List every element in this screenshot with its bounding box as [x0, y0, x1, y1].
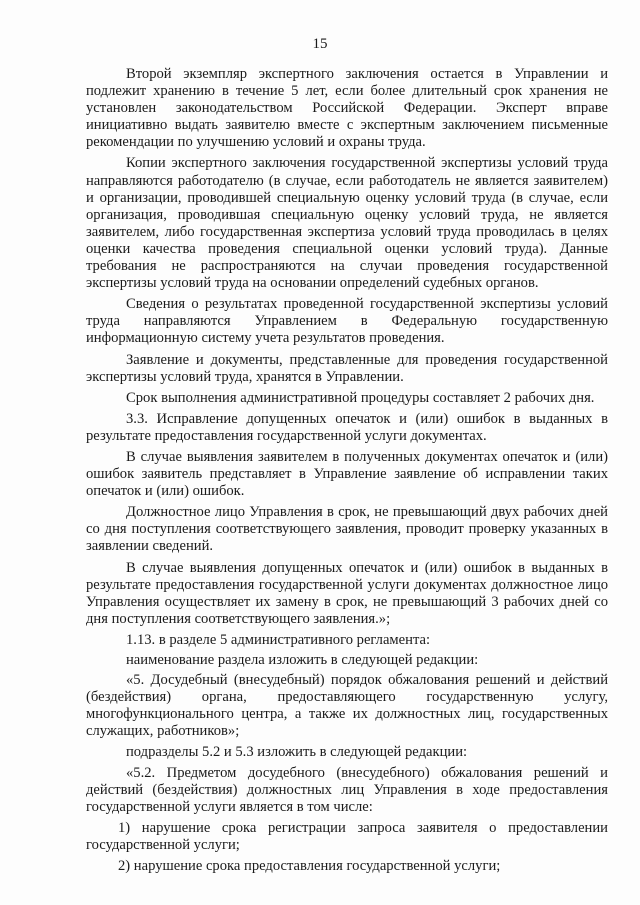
paragraph-section-title-instruction: наименование раздела изложить в следующей редакции:	[126, 652, 479, 668]
paragraph-subsections-instruction: подразделы 5.2 и 5.3 изложить в следующей редакции:	[126, 744, 468, 761]
document-body	[86, 66, 608, 879]
paragraph-copies-distribution: Копии экспертного заключения государственной экспертизы условий труда направляются работодателю (в случае, если работодатель не является заявителем) и организации, проводившей специальную оценку условий труда (в случае, если организация, проводившая специальную оценку условий труда, не является заявителем, либо государственная экспертиза условий труда проводилась в целях оценки качества проведения специальной оценки условий труда). Данные требования не распространяются на случаи проведения государственной экспертизы условий труда на основании определений судебных органов.	[86, 155, 608, 292]
paragraph-5-2: «5.2. Предметом досудебного (внесудебного) обжалования решений и действий (бездействия) должностных лиц Управления в ходе предоставления государственной услуги является в том числе:	[86, 764, 608, 815]
list-item-1: 1) нарушение срока регистрации запроса заявителя о предоставлении государственной услуги;	[86, 819, 608, 853]
paragraph-replacement: В случае выявления допущенных опечаток и (или) ошибок в выданных в результате предоставления государственной услуги документах должностное лицо Управления осуществляет их замену в срок, не превышающий 3 рабочих дней со дня поступления соответствующего заявления.»;	[86, 559, 608, 627]
paragraph-expert-copy-storage: Второй экземпляр экспертного заключения остается в Управлении и подлежит хранению в течение 5 лет, если более длительный срок хранения не установлен законодательством Российской Федерации. Эксперт вправе инициативно выдать заявителю вместе с экспертным заключением письменные рекомендации по улучшению условий и охраны труда.	[86, 66, 608, 151]
paragraph-verification: Должностное лицо Управления в срок, не превышающий двух рабочих дней со дня поступления соответствующего заявления, проводит проверку указанных в заявлении сведений.	[86, 504, 608, 555]
list-item-2: 2) нарушение срока предоставления государственной услуги;	[118, 858, 501, 875]
paragraph-documents-storage: Заявление и документы, представленные для проведения государственной экспертизы условий труда, хранятся в Управлении.	[86, 351, 608, 385]
page-number: 15	[312, 36, 328, 52]
paragraph-item-1-13: 1.13. в разделе 5 административного регламента:	[126, 631, 431, 648]
paragraph-federal-system: Сведения о результатах проведенной государственной экспертизы условий труда направляются Управлением в Федеральную государственную информационную систему учета результатов проведения.	[86, 296, 608, 347]
paragraph-section-5-title: «5. Досудебный (внесудебный) порядок обжалования решений и действий (бездействия) органа, предоставляющего государственную услугу, многофункционального центра, а также их должностных лиц, государственных служащих, работников»;	[86, 672, 608, 740]
paragraph-section-3-3: 3.3. Исправление допущенных опечаток и (или) ошибок в выданных в результате предоставления государственной услуги документах.	[86, 410, 608, 444]
paragraph-error-detection: В случае выявления заявителем в полученных документах опечаток и (или) ошибок заявитель представляет в Управление заявление об исправлении таких опечаток и (или) ошибок.	[86, 448, 608, 500]
paragraph-procedure-term: Срок выполнения административной процедуры составляет 2 рабочих дня.	[126, 389, 595, 406]
